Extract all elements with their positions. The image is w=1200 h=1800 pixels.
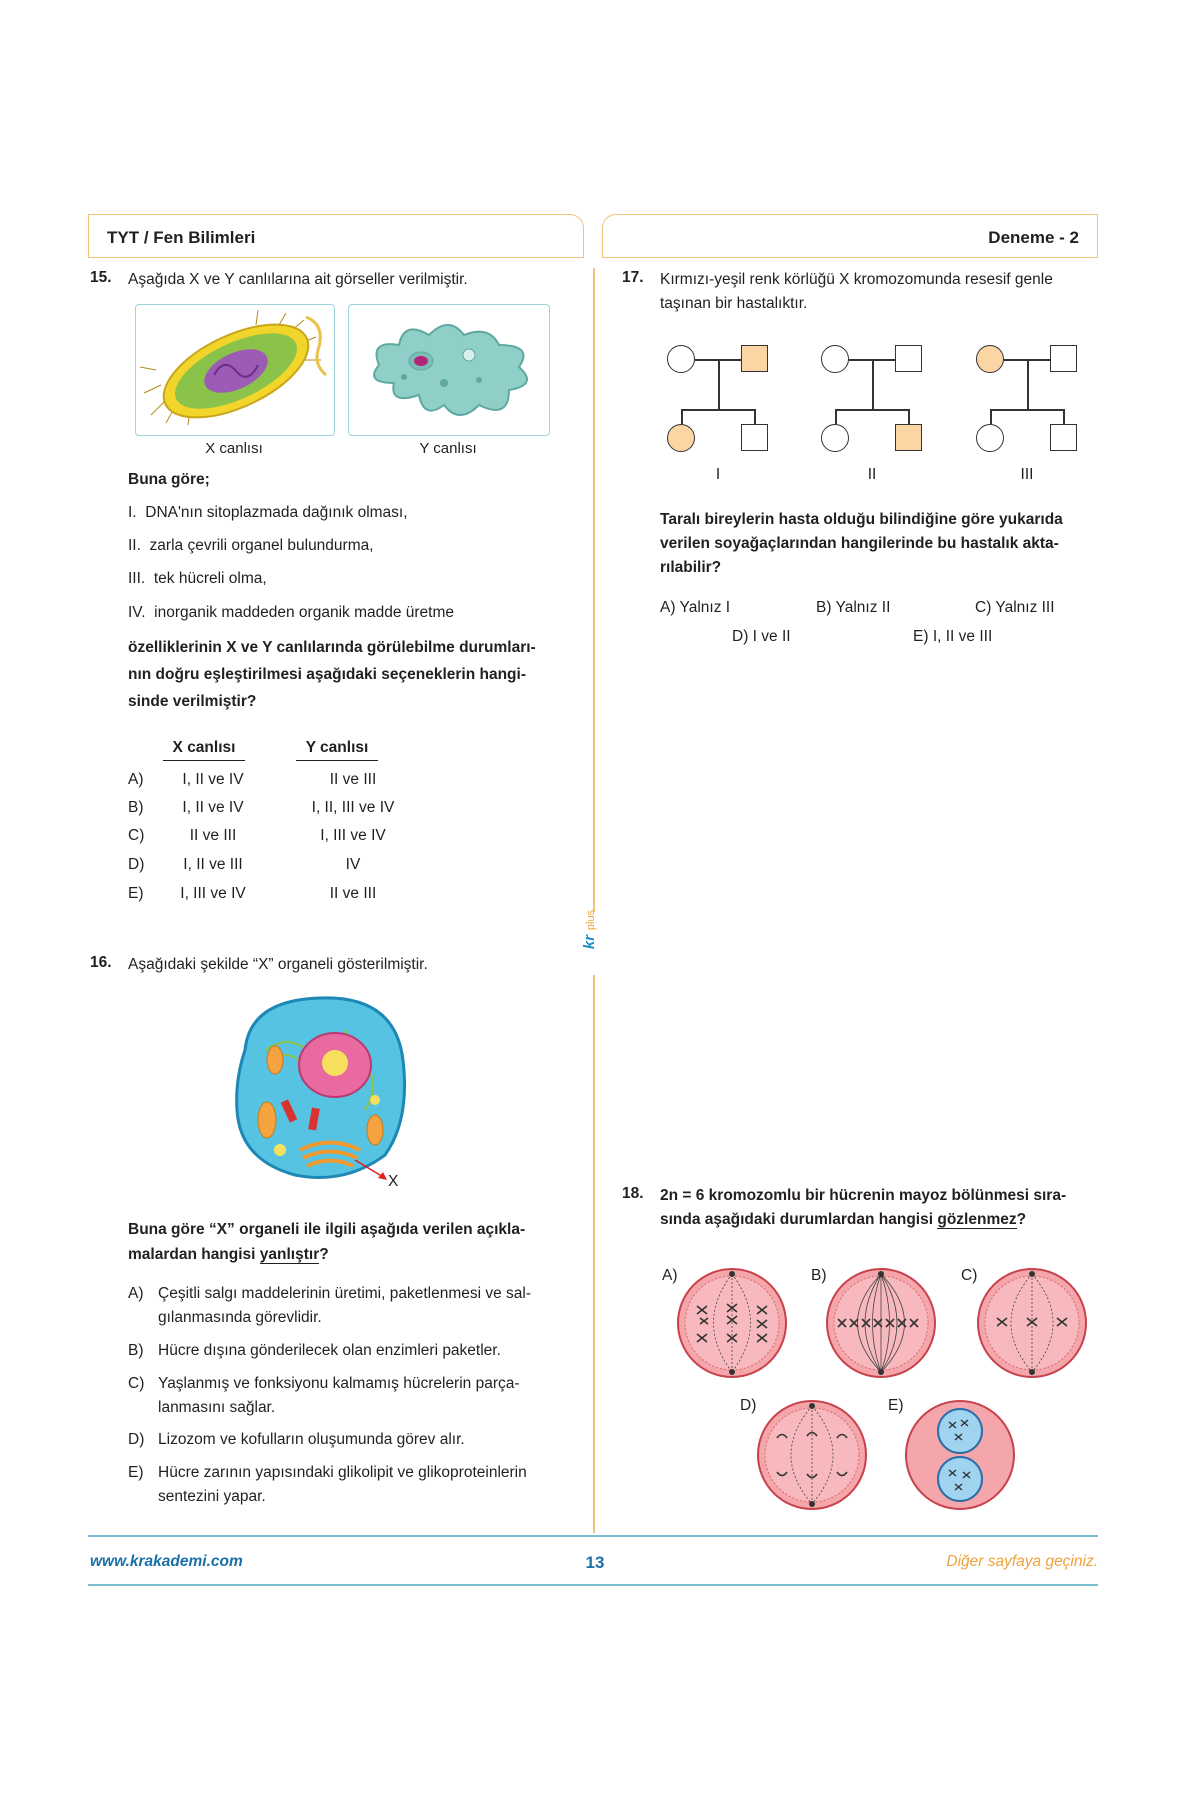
- q17-option-c[interactable]: [975, 596, 1055, 620]
- q16-question-part-a: malardan hangisi: [128, 1246, 260, 1263]
- q16-number: 16.: [90, 954, 112, 971]
- q15-question-line3: sinde verilmiştir?: [128, 693, 257, 710]
- q15-number: 15.: [90, 269, 112, 286]
- side-logo: [583, 910, 605, 972]
- item-text: zarla çevrili organel bulundurma,: [149, 537, 374, 554]
- child-line: [908, 409, 910, 424]
- q18-stem-part-c: ?: [1016, 1211, 1027, 1228]
- option-label: B): [816, 599, 832, 616]
- q17-number: 17.: [622, 269, 644, 286]
- pedigree-1-label: I: [715, 466, 721, 483]
- option-label: E): [913, 628, 929, 645]
- q18-option-d-label: D): [740, 1397, 757, 1414]
- q15-option-b[interactable]: [128, 794, 448, 822]
- q18-option-d[interactable]: [755, 1398, 870, 1513]
- option-label: A): [128, 1285, 144, 1302]
- option-label: D): [128, 856, 145, 873]
- q17-stem-line1: Kırmızı-yeşil renk körlüğü X kromozomunda resesif genle: [660, 271, 1053, 288]
- q18-option-e[interactable]: [903, 1398, 1018, 1513]
- q18-option-a-label: A): [662, 1267, 678, 1284]
- pedigree-1-father: [741, 345, 768, 372]
- option-text: Hücre dışına gönderilecek olan enzimleri paketler.: [158, 1342, 501, 1359]
- child-line: [754, 409, 756, 424]
- q17-option-d[interactable]: [732, 625, 791, 649]
- option-text: Hücre zarının yapısındaki glikolipit ve glikoproteinlerin: [158, 1464, 527, 1481]
- website-link[interactable]: www.krakademi.com: [90, 1553, 243, 1570]
- q17-option-e[interactable]: [913, 625, 992, 649]
- q15-question-line2: nın doğru eşleştirilmesi aşağıdaki seçeneklerin hangi-: [128, 666, 526, 683]
- svg-text:plus: plus: [585, 909, 597, 931]
- option-x: I, III ve IV: [180, 885, 246, 902]
- item-num: III.: [128, 570, 146, 587]
- pedigree-3-father: [1050, 345, 1077, 372]
- option-text: Yalnız I: [679, 599, 731, 616]
- header-left-box: [88, 214, 584, 258]
- child-line: [1063, 409, 1065, 424]
- q15-intro: Buna göre;: [128, 471, 210, 488]
- pedigree-2-daughter: [821, 424, 849, 452]
- option-text: Lizozom ve kofulların oluşumunda görev alır.: [158, 1431, 465, 1448]
- option-line2: lanmasını sağlar.: [158, 1399, 276, 1416]
- option-y: II ve III: [329, 885, 377, 902]
- option-x: II ve III: [189, 827, 237, 844]
- q15-stem: Aşağıda X ve Y canlılarına ait görseller verilmiştir.: [128, 271, 468, 288]
- q16-option-b[interactable]: [128, 1339, 568, 1363]
- q15-option-c[interactable]: [128, 822, 448, 850]
- pedigree-2-son: [895, 424, 922, 451]
- page-number: 13: [585, 1553, 605, 1572]
- q18-option-c[interactable]: [975, 1266, 1090, 1381]
- col-header-y: Y canlısı: [296, 736, 378, 761]
- x-organelle-label: X: [388, 1173, 399, 1190]
- pedigree-2-mother: [821, 345, 849, 373]
- option-x: I, II ve IV: [182, 771, 244, 788]
- q17-question-line1: Taralı bireylerin hasta olduğu bilindiğine göre yukarıda: [660, 511, 1063, 528]
- item-num: I.: [128, 504, 137, 521]
- option-y: I, II, III ve IV: [311, 799, 395, 816]
- q16-option-c[interactable]: [128, 1372, 568, 1420]
- item-text: DNA'nın sitoplazmada dağınık olması,: [145, 504, 408, 521]
- sibship-line: [681, 409, 755, 411]
- q17-question-line2: verilen soyağaçlarından hangilerinde bu hastalık akta-: [660, 535, 1059, 552]
- item-text: tek hücreli olma,: [153, 570, 267, 587]
- q15-item-1: [128, 501, 408, 525]
- pedigree-1-son: [741, 424, 768, 451]
- next-page-note: Diğer sayfaya geçiniz.: [946, 1553, 1098, 1570]
- option-text: I, II ve III: [932, 628, 993, 645]
- pedigree-1-daughter: [667, 424, 695, 452]
- option-label: B): [128, 1342, 144, 1359]
- option-text: Çeşitli salgı maddelerinin üretimi, paketlenmesi ve sal-: [158, 1285, 532, 1302]
- q15-item-4: [128, 601, 454, 625]
- column-divider-bottom: [593, 975, 595, 1533]
- q16-stem: Aşağıdaki şekilde “X” organeli gösterilmiştir.: [128, 956, 428, 973]
- item-num: II.: [128, 537, 141, 554]
- option-line2: gılanmasında görevlidir.: [158, 1309, 322, 1326]
- pedigree-3-label: III: [1020, 466, 1034, 483]
- q16-question-line2: [128, 1243, 329, 1267]
- option-label: E): [128, 1464, 144, 1481]
- q17-option-a[interactable]: [660, 596, 730, 620]
- option-line1: [128, 1461, 568, 1485]
- svg-text:kr: kr: [581, 934, 598, 950]
- q15-option-e[interactable]: [128, 880, 448, 908]
- item-text: inorganik maddeden organik madde üretme: [154, 604, 455, 621]
- q16-question-emphasis: yanlıştır: [259, 1246, 320, 1263]
- q15-item-3: [128, 567, 267, 591]
- option-label: D): [128, 1431, 145, 1448]
- q17-stem-line2: taşınan bir hastalıktır.: [660, 295, 808, 312]
- option-label: B): [128, 799, 144, 816]
- q15-item-2: [128, 534, 374, 558]
- option-label: C): [128, 827, 145, 844]
- q16-option-d[interactable]: [128, 1428, 568, 1452]
- option-text: Yaşlanmış ve fonksiyonu kalmamış hücrelerin parça-: [158, 1375, 520, 1392]
- subject-title: TYT / Fen Bilimleri: [107, 228, 256, 247]
- q18-option-e-label: E): [888, 1397, 904, 1414]
- q18-option-c-label: C): [961, 1267, 978, 1284]
- bacterium-image: [135, 304, 335, 436]
- x-organism-caption: X canlısı: [205, 440, 263, 457]
- pedigree-3-son: [1050, 424, 1077, 451]
- sibship-line: [835, 409, 909, 411]
- pedigree-2-label: II: [867, 466, 877, 483]
- option-text: Yalnız II: [835, 599, 891, 616]
- option-label: D): [732, 628, 749, 645]
- y-organism-caption: Y canlısı: [419, 440, 477, 457]
- option-y: II ve III: [329, 771, 377, 788]
- option-line2: sentezini yapar.: [158, 1488, 266, 1505]
- q16-question-part-c: ?: [319, 1246, 329, 1263]
- item-num: IV.: [128, 604, 146, 621]
- q16-question-line1: Buna göre “X” organeli ile ilgili aşağıda verilen açıkla-: [128, 1221, 526, 1238]
- option-line1: [128, 1339, 568, 1363]
- option-line1: [128, 1282, 568, 1306]
- option-y: I, III ve IV: [320, 827, 386, 844]
- option-label: E): [128, 885, 144, 902]
- descent-line: [872, 359, 874, 409]
- column-divider-top: [593, 268, 595, 912]
- q16-option-a[interactable]: [128, 1282, 568, 1330]
- option-x: I, II ve III: [183, 856, 243, 873]
- q17-question-line3: rılabilir?: [660, 559, 722, 576]
- descent-line: [1027, 359, 1029, 409]
- pedigree-3-mother: [976, 345, 1004, 373]
- pedigree-1-mother: [667, 345, 695, 373]
- q18-stem-line2: [660, 1208, 1026, 1232]
- pedigree-3-daughter: [976, 424, 1004, 452]
- q17-option-b[interactable]: [816, 596, 890, 620]
- q18-stem-line1: 2n = 6 kromozomlu bir hücrenin mayoz bölünmesi sıra-: [660, 1187, 1067, 1204]
- footer-top-line: [88, 1535, 1098, 1537]
- child-line: [990, 409, 992, 424]
- q18-option-b[interactable]: [824, 1266, 939, 1381]
- q15-option-d[interactable]: [128, 851, 448, 879]
- exam-title: Deneme - 2: [988, 228, 1079, 247]
- option-x: I, II ve IV: [182, 799, 244, 816]
- option-y: IV: [345, 856, 361, 873]
- pedigree-2-father: [895, 345, 922, 372]
- footer-bottom-line: [88, 1584, 1098, 1586]
- cell-image: [225, 990, 415, 1190]
- q18-stem-emphasis: gözlenmez: [937, 1211, 1017, 1228]
- q15-question-line1: özelliklerinin X ve Y canlılarında görülebilme durumları-: [128, 639, 536, 656]
- option-label: A): [660, 599, 676, 616]
- option-line1: [128, 1428, 568, 1452]
- option-text: Yalnız III: [995, 599, 1055, 616]
- q18-option-a[interactable]: [675, 1266, 790, 1381]
- q18-option-b-label: B): [811, 1267, 827, 1284]
- amoeba-image: [348, 304, 550, 436]
- option-text: I ve II: [752, 628, 791, 645]
- col-header-x: X canlısı: [163, 736, 245, 761]
- child-line: [835, 409, 837, 424]
- q15-option-a[interactable]: [128, 766, 448, 794]
- q18-stem-part-a: sında aşağıdaki durumlardan hangisi: [660, 1211, 938, 1228]
- q18-number: 18.: [622, 1185, 644, 1202]
- option-label: C): [975, 599, 992, 616]
- option-label: A): [128, 771, 144, 788]
- q16-option-e[interactable]: [128, 1461, 568, 1509]
- descent-line: [718, 359, 720, 409]
- option-label: C): [128, 1375, 145, 1392]
- header-right-box: [602, 214, 1098, 258]
- sibship-line: [990, 409, 1064, 411]
- child-line: [681, 409, 683, 424]
- option-line1: [128, 1372, 568, 1396]
